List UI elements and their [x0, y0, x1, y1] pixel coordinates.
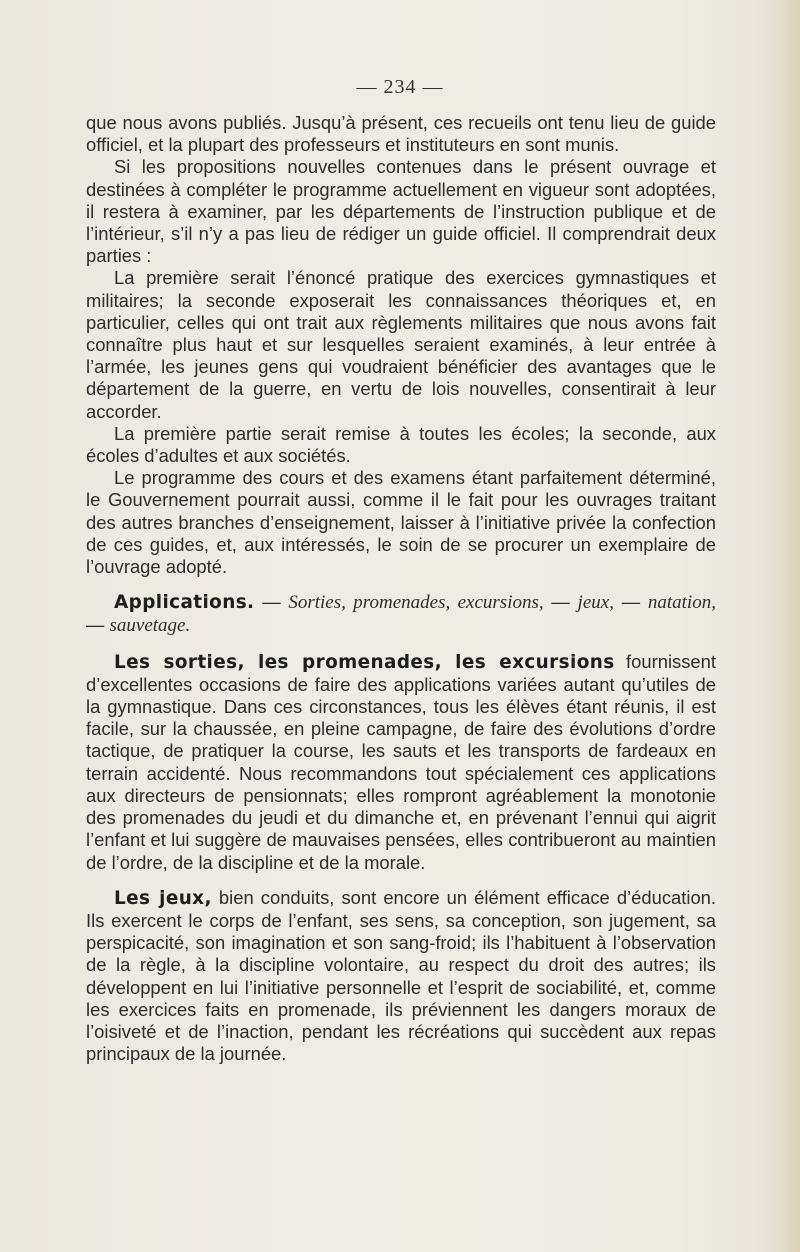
applications-dash-2: — [543, 591, 578, 613]
paragraph-ecoles: La première partie serait remise à toutes les écoles; la seconde, aux écoles d’adultes et aux sociétés. [86, 422, 716, 467]
applications-dash-1: — [254, 591, 289, 613]
applications-section [86, 591, 716, 637]
page-number: — 234 — [356, 76, 444, 98]
paragraph-programme: Le programme des cours et des examens étant parfaitement déterminé, le Gouvernement pourrait aussi, comme il le fait pour les ouvrages traitant des autres branches d’enseignement, laisser à l’initiative privée la confection de ces guides, et, aux intéressés, le soin de se procurer un exemplaire de l’ouvrage adopté. [86, 467, 716, 578]
applications-subjects-4: sauvetage. [109, 615, 191, 637]
body-text [86, 112, 716, 1065]
paragraph-premiere-partie: La première serait l’énoncé pratique des exercices gymnastiques et militaires; la seconde exposerait les connaissances théoriques et, en particulier, celles qui ont trait aux règlements militaires que nous avons fait connaître plus haut et sur lesquelles seraient examinés, à leur entrée à l’armée, les jeunes gens qui voudraient bénéficier des avantages que le département de la guerre, en vertu de lois nouvelles, consentirait à leur accorder. [86, 267, 716, 422]
applications-dash-4: — [86, 614, 110, 636]
sorties-text: fournissent d’excellentes occasions de faire des applications variées autant qu’utiles de la gymnastique. Dans ces circonstances, tous les élèves étant réunis, il est facile, sur la chaussée, en pleine campagne, de faire des évolutions d’ordre tactique, de pratiquer la course, les sauts et les transports de fardeaux en terrain accidenté. Nous recommandons tout spécialement ces applications aux directeurs de pensionnats; elles rompront agréablement la monotonie des promenades du jeudi et du dimanche et, en prévenant l’ennui qui aigrit l’enfant et lui suggère de mauvaises pensées, elles contribueront au maintien de l’ordre, de la discipline et de la morale. [86, 650, 716, 873]
applications-heading: Applications. [114, 592, 255, 614]
sorties-heading: Les sorties, les promenades, les excursions [114, 651, 615, 673]
paragraph-jeux [86, 887, 716, 1066]
applications-dash-3: — [613, 591, 648, 613]
jeux-text: bien conduits, sont encore un élément efficace d’éducation. Ils exercent le corps de l’enfant, ses sens, sa conception, son jugement, sa perspicacité, son imagination et son sang-froid; ils l’habituent à l’observation de la règle, à la discipline volontaire, au respect du droit des autres; ils développent en lui l’initiative personnelle et l’esprit de sociabilité, et, comme les exercices faits en promenade, ils préviennent les dangers moraux de l’oisiveté et de l’inaction, pendant les récréations qui succèdent aux repas principaux de la journée. [86, 886, 717, 1065]
applications-subjects-3: natation, [647, 592, 716, 614]
jeux-heading: Les jeux, [114, 887, 212, 909]
paragraph-propositions: Si les propositions nouvelles contenues dans le présent ouvrage et destinées à compléter le programme actuellement en vigueur sont adoptées, il restera à examiner, par les départements de l’instruction publique et de l’intérieur, s’il n’y a pas lieu de rédiger un guide officiel. Il comprendrait deux parties : [86, 156, 716, 267]
page-edge-stain [760, 0, 800, 1252]
applications-subjects-2: jeux, [577, 592, 614, 614]
applications-subjects-1: Sorties, promenades, excursions, [288, 592, 544, 614]
paragraph-continuation: que nous avons publiés. Jusqu’à présent, ces recueils ont tenu lieu de guide officiel, et la plupart des professeurs et instituteurs en sont munis. [86, 112, 716, 156]
paragraph-sorties [86, 651, 716, 874]
